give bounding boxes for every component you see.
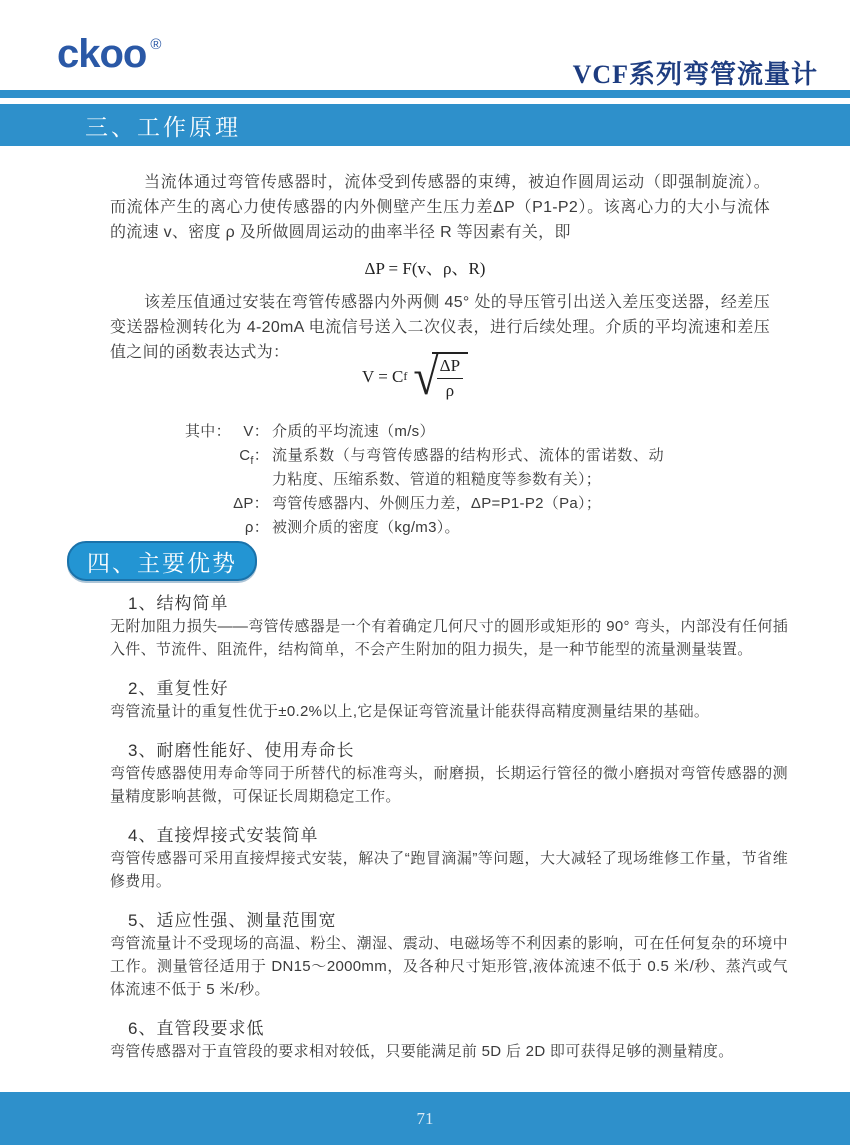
definition-desc: 流量系数（与弯管传感器的结构形式、流体的雷诺数、动力粘度、压缩系数、管道的粗糙度等参数有关）； bbox=[272, 447, 664, 488]
brand-logo-text: ckoo bbox=[57, 32, 147, 76]
advantage-item-2 bbox=[110, 678, 788, 723]
advantage-item-1 bbox=[110, 593, 788, 661]
advantage-5-heading: 5、适应性强、测量范围宽 bbox=[128, 911, 337, 930]
formula-delta-p: ΔP = F(v、ρ、R) bbox=[364, 259, 486, 278]
principle-paragraph-2: 该差压值通过安装在弯管传感器内外两侧 45° 处的导压管引出送入差压变送器，经差压变送器检测转化为 4-20mA 电流信号送入二次仪表，进行后续处理。介质的平均流速和差压值之间的函数表达式为： bbox=[110, 294, 770, 361]
definition-row-rho bbox=[185, 516, 664, 540]
definition-prefix: 其中： bbox=[185, 423, 231, 440]
registered-trademark-icon: ® bbox=[150, 36, 162, 53]
advantage-6-heading: 6、直管段要求低 bbox=[128, 1019, 265, 1038]
advantage-3-heading: 3、耐磨性能好、使用寿命长 bbox=[128, 741, 355, 760]
definition-row-delta-p bbox=[185, 492, 664, 516]
advantage-list bbox=[110, 593, 788, 1080]
definition-term-colon: ： bbox=[253, 447, 269, 464]
advantage-1-heading: 1、结构简单 bbox=[128, 594, 229, 613]
definition-term: ΔP： bbox=[233, 495, 269, 512]
advantage-2-heading: 2、重复性好 bbox=[128, 679, 229, 698]
definition-desc: 弯管传感器内、外侧压力差，ΔP=P1-P2（Pa）； bbox=[272, 495, 602, 512]
advantage-item-5 bbox=[110, 910, 788, 1001]
advantage-4-body: 弯管传感器可采用直接焊接式安装，解决了“跑冒滴漏”等问题，大大减轻了现场维修工作量，节省维修费用。 bbox=[110, 850, 788, 890]
definition-term-subscript: f bbox=[250, 455, 254, 467]
section-4-title: 四、主要优势 bbox=[87, 549, 237, 576]
advantage-6-body: 弯管传感器对于直管段的要求相对较低，只要能满足前 5D 后 2D 即可获得足够的测量精度。 bbox=[110, 1043, 734, 1060]
fraction-numerator: ΔP bbox=[437, 356, 463, 379]
advantage-item-3 bbox=[110, 740, 788, 808]
document-title: VCF系列弯管流量计 bbox=[572, 60, 818, 89]
definition-list bbox=[185, 420, 664, 540]
definition-row-cf bbox=[185, 444, 664, 492]
advantage-item-6 bbox=[110, 1018, 788, 1063]
definition-desc: 介质的平均流速（m/s） bbox=[272, 423, 435, 440]
advantage-5-body: 弯管流量计不受现场的高温、粉尘、潮湿、震动、电磁场等不利因素的影响，可在任何复杂的环境中工作。测量管径适用于 DN15～2000mm，及各种尺寸矩形管,液体流速不低于 0.5 米/秒、蒸汽或气体流速不低于 5 米/秒。 bbox=[110, 935, 788, 998]
advantage-3-body: 弯管传感器使用寿命等同于所替代的标准弯头，耐磨损，长期运行管径的微小磨损对弯管传感器的测量精度影响甚微，可保证长周期稳定工作。 bbox=[110, 765, 788, 805]
formula-velocity bbox=[362, 347, 468, 405]
advantage-1-body: 无附加阻力损失——弯管传感器是一个有着确定几何尺寸的圆形或矩形的 90° 弯头，内部没有任何插入件、节流件、阻流件，结构简单，不会产生附加的阻力损失，是一种节能型的流量测量装置。 bbox=[110, 618, 788, 658]
advantage-2-body: 弯管流量计的重复性优于±0.2%以上,它是保证弯管流量计能获得高精度测量结果的基础。 bbox=[110, 703, 710, 720]
definition-row-v bbox=[185, 420, 664, 444]
radical-sign-icon: √ bbox=[413, 347, 439, 405]
page-number: 71 bbox=[416, 1108, 434, 1128]
formula-velocity-subscript: f bbox=[403, 369, 408, 383]
page-footer-bar bbox=[0, 1092, 850, 1145]
definition-desc: 被测介质的密度（kg/m3）。 bbox=[272, 519, 460, 536]
section-3-title: 三、工作原理 bbox=[85, 113, 241, 140]
definition-term: V： bbox=[243, 423, 269, 440]
fraction-denominator: ρ bbox=[445, 381, 455, 400]
section-4-header-badge bbox=[67, 541, 257, 581]
principle-paragraph-1: 当流体通过弯管传感器时，流体受到传感器的束缚，被迫作圆周运动（即强制旋流）。而流体产生的离心力使传感器的内外侧壁产生压力差ΔP（P1-P2）。该离心力的大小与流体的流速 v、密度 ρ 及所做圆周运动的曲率半径 R 等因素有关，即 bbox=[110, 174, 770, 241]
definition-term bbox=[233, 444, 269, 473]
advantage-4-heading: 4、直接焊接式安装简单 bbox=[128, 826, 319, 845]
definition-term: ρ： bbox=[244, 519, 269, 536]
brand-logo bbox=[57, 34, 161, 74]
header-divider bbox=[0, 90, 850, 98]
section-3-header-bar bbox=[0, 104, 850, 146]
formula-velocity-lhs: V = C bbox=[362, 366, 404, 386]
definition-term-base: C bbox=[239, 447, 251, 464]
advantage-item-4 bbox=[110, 825, 788, 893]
